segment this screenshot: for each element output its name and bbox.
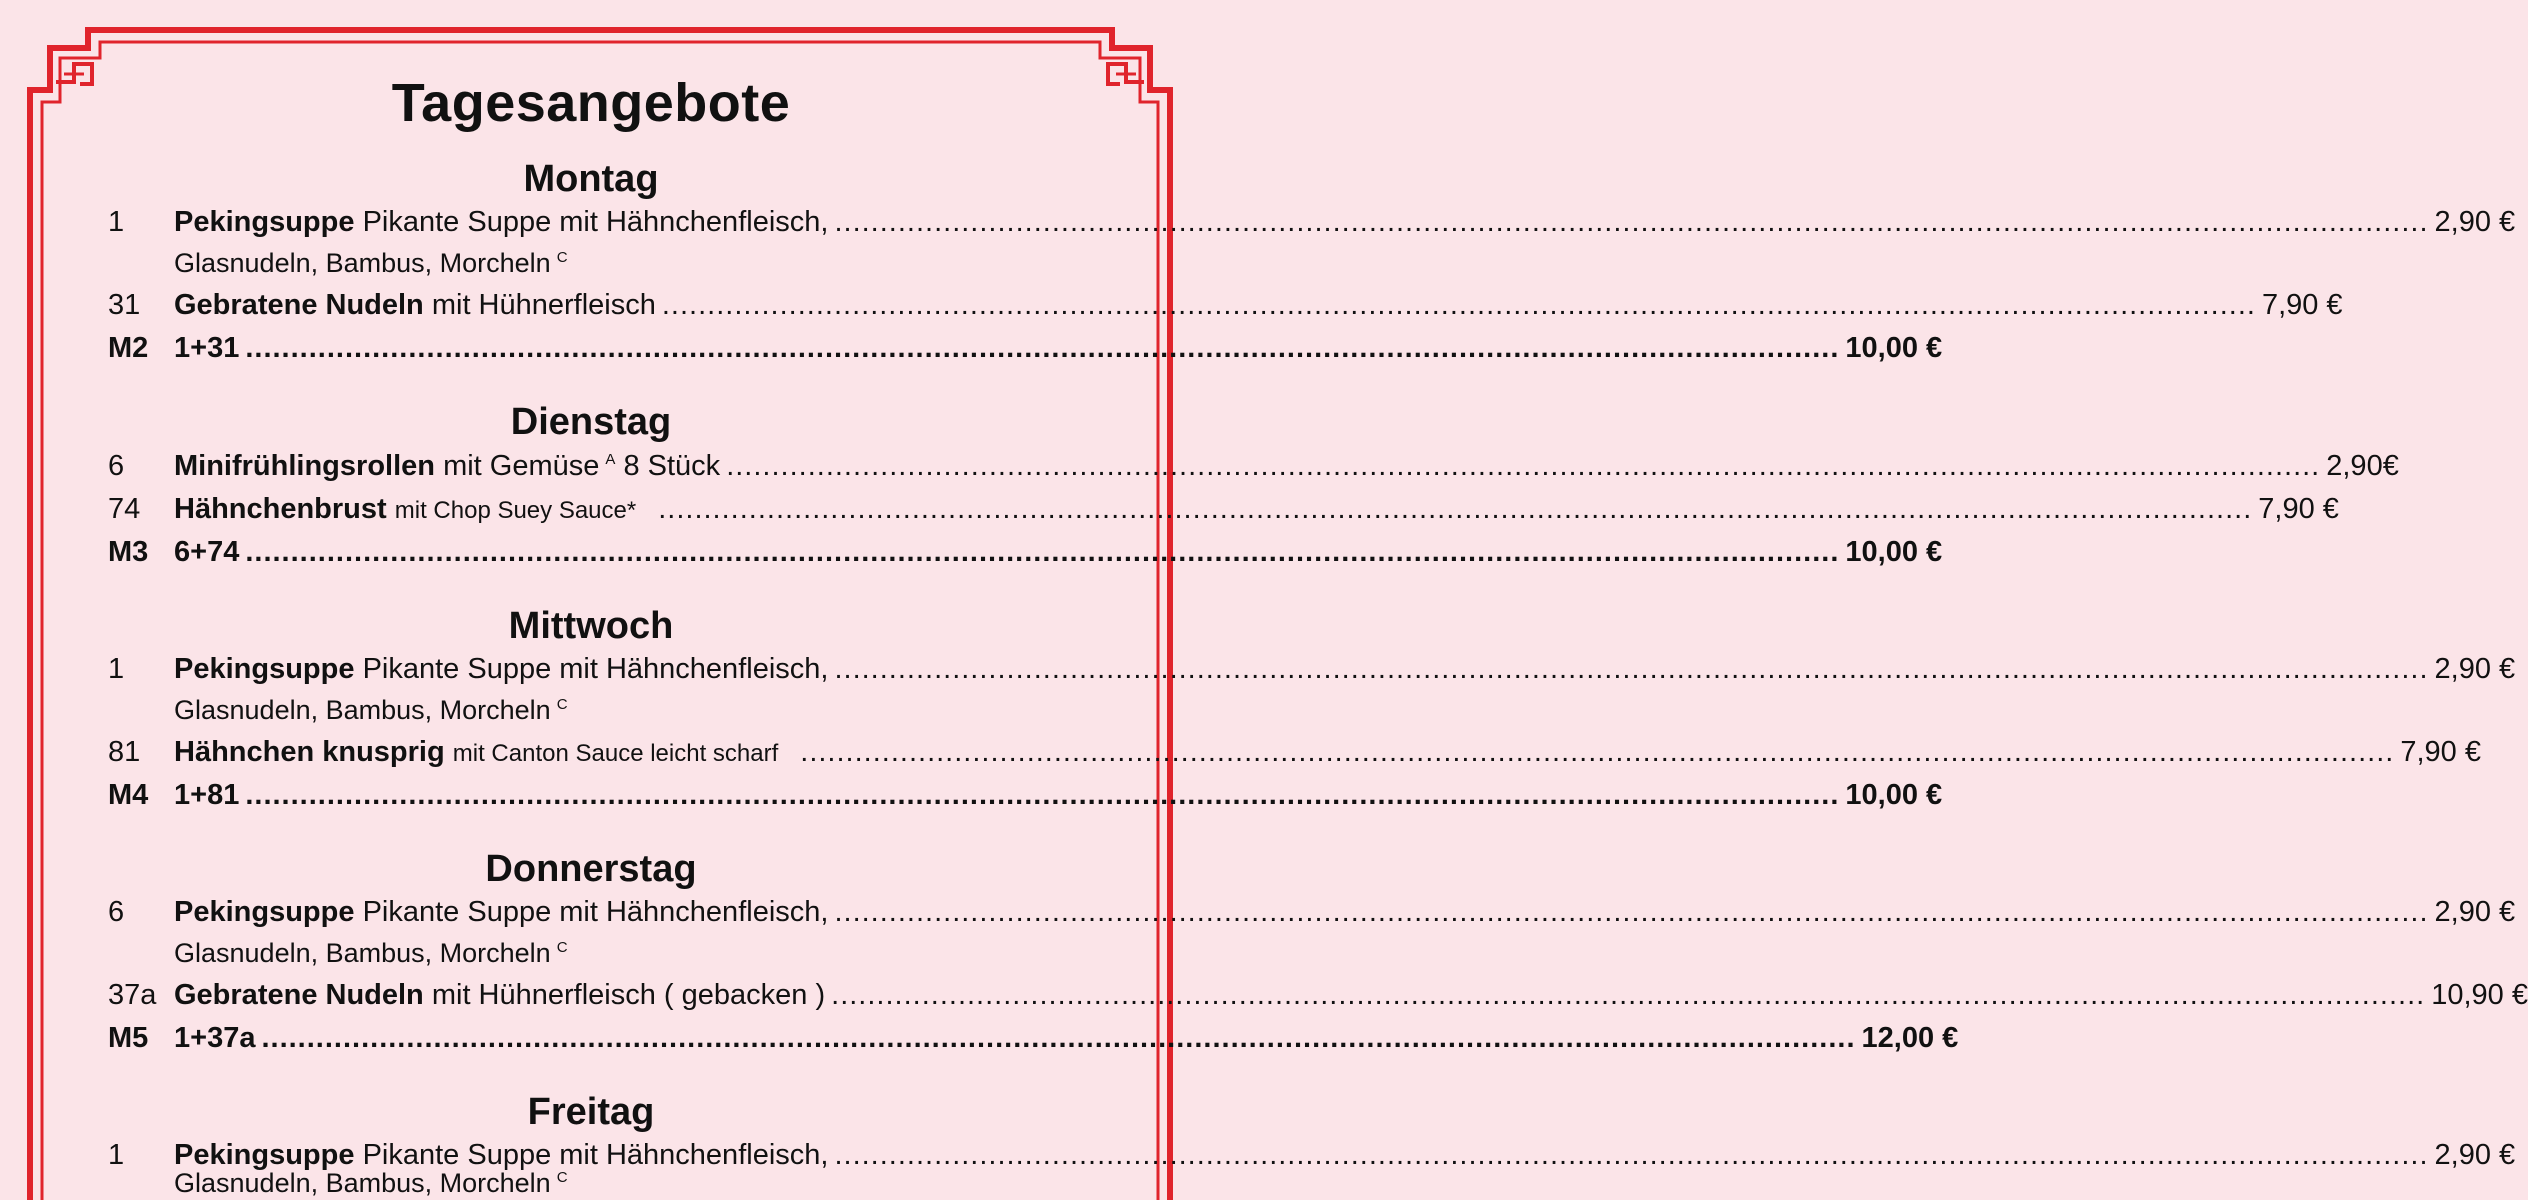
dot-leader bbox=[834, 896, 2428, 929]
item-description: mit Hühnerfleisch ( gebacken ) bbox=[431, 979, 826, 1011]
combo-items: 1+31 bbox=[174, 332, 240, 364]
dot-leader bbox=[245, 332, 1839, 365]
item-number: 74 bbox=[108, 493, 141, 525]
dot-leader bbox=[658, 493, 2252, 526]
allergen-mark: C bbox=[556, 696, 568, 713]
dot-leader bbox=[831, 979, 2425, 1012]
combo-items: 6+74 bbox=[174, 536, 240, 568]
item-description-continued: Glasnudeln, Bambus, Morcheln $^C$ bbox=[174, 938, 568, 968]
item-number: 37a bbox=[108, 979, 157, 1011]
item-price: 7,90 € bbox=[2400, 736, 2481, 768]
menu-item bbox=[108, 206, 2516, 246]
combo-items: 1+81 bbox=[174, 779, 240, 811]
combo-code: M2 bbox=[108, 332, 149, 364]
combo-price: 12,00 € bbox=[1861, 1022, 1959, 1054]
item-price: 7,90 € bbox=[2261, 289, 2343, 321]
item-name: Gebratene Nudeln bbox=[174, 979, 424, 1011]
item-number: 31 bbox=[108, 289, 141, 321]
allergen-mark: C bbox=[556, 939, 568, 956]
item-price: 2,90 € bbox=[2434, 896, 2516, 928]
item-description: mit Canton Sauce leicht scharf bbox=[452, 740, 779, 767]
dot-leader bbox=[662, 289, 2256, 322]
allergen-mark: A bbox=[605, 451, 616, 469]
item-description: mit Chop Suey Sauce* bbox=[394, 497, 637, 524]
item-name: Pekingsuppe bbox=[174, 1139, 355, 1171]
combo-code: M4 bbox=[108, 779, 149, 811]
page-title: Tagesangebote bbox=[391, 73, 791, 133]
menu-item bbox=[108, 896, 2516, 936]
day-title: Freitag bbox=[527, 1091, 655, 1133]
item-price: 10,90 € bbox=[2431, 979, 2528, 1011]
item-description: mit Gemüse bbox=[443, 450, 600, 482]
item-price: 2,90 € bbox=[2434, 653, 2516, 685]
item-description: Pikante Suppe mit Hähnchenfleisch, bbox=[362, 1139, 829, 1171]
dot-leader bbox=[834, 1139, 2428, 1172]
item-price: 2,90 € bbox=[2434, 1139, 2516, 1171]
dot-leader bbox=[834, 206, 2428, 239]
item-name: Minifrühlingsrollen bbox=[174, 450, 435, 482]
item-description: Pikante Suppe mit Hähnchenfleisch, bbox=[362, 896, 829, 928]
combo-menu bbox=[108, 332, 1943, 372]
dot-leader bbox=[245, 779, 1839, 812]
item-number: 81 bbox=[108, 736, 141, 768]
menu-item bbox=[108, 979, 2528, 1019]
menu-item bbox=[108, 450, 2399, 490]
item-description-continued: Glasnudeln, Bambus, Morcheln $^C$ bbox=[174, 695, 568, 725]
day-title: Dienstag bbox=[510, 401, 672, 443]
item-number: 6 bbox=[108, 896, 125, 928]
dot-leader bbox=[245, 536, 1839, 569]
combo-price: 10,00 € bbox=[1845, 332, 1943, 364]
item-description: Pikante Suppe mit Hähnchenfleisch, bbox=[362, 206, 829, 238]
item-number: 1 bbox=[108, 653, 125, 685]
item-name: Pekingsuppe bbox=[174, 206, 355, 238]
combo-price: 10,00 € bbox=[1845, 536, 1943, 568]
combo-code: M3 bbox=[108, 536, 149, 568]
item-number: 1 bbox=[108, 206, 125, 238]
dot-leader bbox=[726, 450, 2320, 483]
dot-leader bbox=[834, 653, 2428, 686]
item-description-continued: Glasnudeln, Bambus, Morcheln $^C$ bbox=[174, 248, 568, 278]
item-number: 1 bbox=[108, 1139, 125, 1171]
item-description: Pikante Suppe mit Hähnchenfleisch, bbox=[362, 653, 829, 685]
day-title: Montag bbox=[523, 158, 659, 200]
menu-item bbox=[108, 289, 2343, 329]
item-number: 6 bbox=[108, 450, 125, 482]
day-title: Mittwoch bbox=[508, 605, 674, 647]
item-description-extra: 8 Stück bbox=[623, 450, 721, 482]
item-name: Pekingsuppe bbox=[174, 896, 355, 928]
combo-code: M5 bbox=[108, 1022, 149, 1054]
item-name: Hähnchen knusprig bbox=[174, 736, 445, 768]
combo-menu bbox=[108, 779, 1943, 819]
item-name: Hähnchenbrust bbox=[174, 493, 387, 525]
allergen-mark: C bbox=[556, 249, 568, 266]
menu-item bbox=[108, 736, 2481, 776]
dot-leader bbox=[800, 736, 2394, 769]
item-price: 7,90 € bbox=[2258, 493, 2339, 525]
item-description: mit Hühnerfleisch bbox=[431, 289, 656, 321]
item-description-continued: Glasnudeln, Bambus, Morcheln $^C$ bbox=[174, 1168, 568, 1198]
combo-items: 1+37a bbox=[174, 1022, 256, 1054]
combo-menu bbox=[108, 536, 1943, 576]
dot-leader bbox=[261, 1022, 1855, 1055]
item-name: Gebratene Nudeln bbox=[174, 289, 424, 321]
item-name: Pekingsuppe bbox=[174, 653, 355, 685]
allergen-mark: C bbox=[556, 1169, 568, 1186]
item-price: 2,90€ bbox=[2326, 450, 2399, 482]
combo-price: 10,00 € bbox=[1845, 779, 1943, 811]
day-title: Donnerstag bbox=[485, 848, 697, 890]
combo-menu bbox=[108, 1022, 1959, 1062]
menu-item bbox=[108, 653, 2516, 693]
menu-item bbox=[108, 493, 2339, 533]
item-price: 2,90 € bbox=[2434, 206, 2516, 238]
